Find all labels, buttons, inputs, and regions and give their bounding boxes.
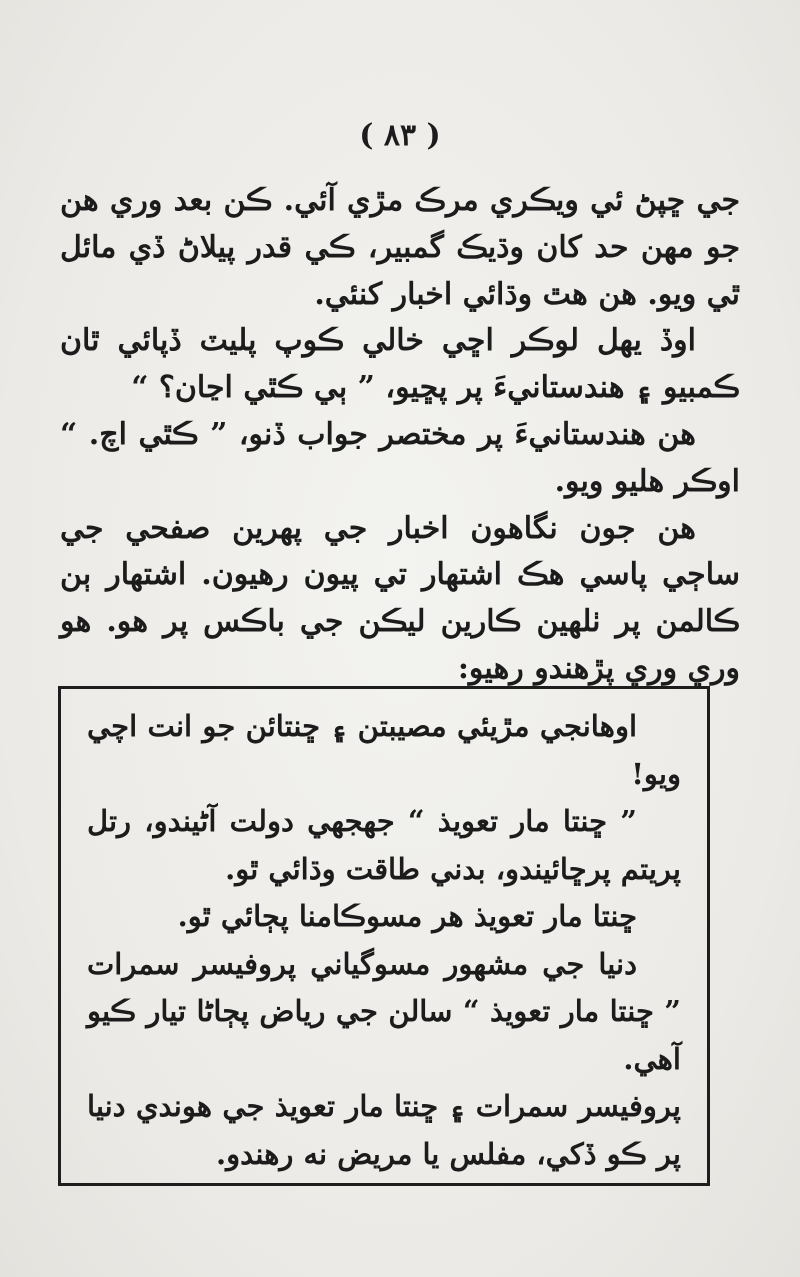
body-text — [60, 178, 740, 693]
advertisement-box — [58, 686, 710, 1186]
advertisement-paragraph-5: پروفيسر سمرات ۽ ڇنتا مار تعويذ جي هوندي دنيا پر ڪو ڏکي، مفلس يا مريض نه رهندو. — [87, 1089, 681, 1171]
advertisement-paragraph-3: ڇنتا مار تعويذ هر مسوڪامنا پڄائي ٿو. — [177, 899, 637, 933]
advertisement-paragraph-4: دنيا جي مشهور مسوگياني پروفيسر سمرات ” ڇنتا مار تعويذ “ سالن جي رياض پڄاڻا تيار ڪيو آهي. — [87, 946, 681, 1076]
advertisement-paragraph-1: اوهانجي مڙيئي مصيبتن ۽ ڇنتائن جو انت اچي ويو! — [87, 709, 681, 791]
advertisement-text — [87, 703, 681, 1178]
page-number: ( ٨٣ ) — [359, 118, 441, 153]
advertisement-paragraph-2: ” ڇنتا مار تعويذ “ جهجهي دولت آڻيندو، رتل پريتم پرڇائيندو، بدني طاقت وڌائي ٿو. — [87, 804, 681, 886]
paragraph-4: هن جون نگاهون اخبار جي پهرين صفحي جي ساڄي پاسي هڪ اشتهار تي پيون رهيون. اشتهار ٻن ڪالمن پر ٺلهين ڪارين ليڪن جي باڪس پر هو. هو وري وري پڙهندو رهيو: — [60, 510, 740, 686]
paragraph-3: هن هندستانيءَ پر مختصر جواب ڏنو، ” ڪٿي اچ. “ اوڪر هليو ويو. — [60, 416, 740, 499]
paragraph-1: جي ڇپڻ ئي ويڪري مرڪ مڙي آئي. ڪن بعد وري هن جو مهن حد کان وڌيڪ گمبير، ڪي قدر پيلاڻ ڏي مائل ٿي ويو. هن هٿ وڌائي اخبار کنئي. — [60, 183, 740, 312]
paragraph-2: اوڏ يهل لوڪر اڇي خالي ڪوپ پليٽ ڏپائي ٿان ڪمبيو ۽ هندستانيءَ پر پڇيو، ” ٻي ڪٿي اڃان؟ “ — [60, 323, 740, 406]
